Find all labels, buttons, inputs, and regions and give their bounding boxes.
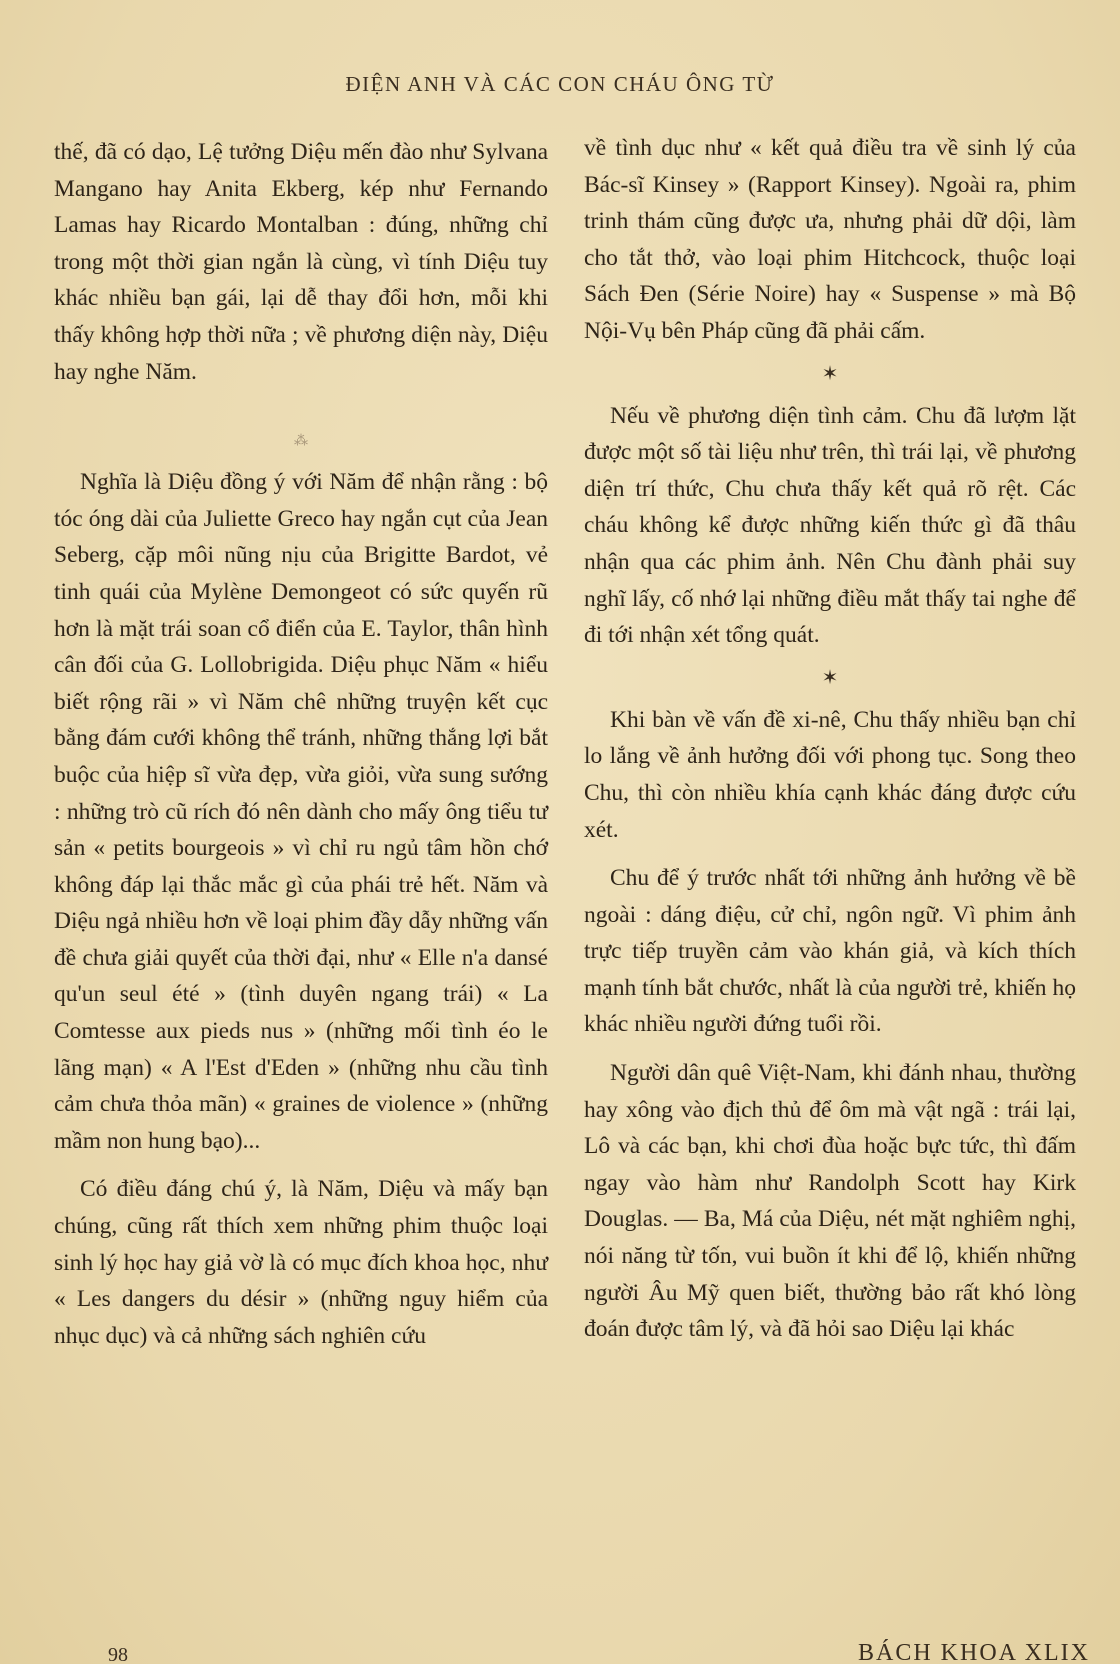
right-paragraph-4: Chu để ý trước nhất tới những ảnh hưởng về bề ngoài : dáng điệu, cử chỉ, ngôn ngữ. Vì phim ảnh trực tiếp truyền cảm vào khán giả, và kích thích mạnh tính bắt chước, nhất là của người trẻ, khiến họ khác nhiều người đứng tuổi rồi. — [584, 865, 1076, 1038]
right-paragraph-5: Người dân quê Việt-Nam, khi đánh nhau, thường hay xông vào địch thủ để ôm mà vật ngã : trái lại, Lô và các bạn, khi chơi đùa hoặc bực tức, thì đấm ngay vào hàm như Randolph Scott hay Kirk Douglas. — Ba, Má của Diệu, nét mặt nghiêm nghị, nói năng từ tốn, vui buồn ít khi để lộ, khiến những người Âu Mỹ quen biết, thường bảo rất khó lòng đoán được tâm lý, và đã hỏi sao Diệu lại khác — [584, 1060, 1076, 1343]
page-number: 98 — [108, 1644, 128, 1664]
left-paragraph-1: thế, đã có dạo, Lệ tưởng Diệu mến đào như Sylvana Mangano hay Anita Ekberg, kép như Fernando Lamas hay Ricardo Montalban : đúng, những chỉ trong một thời gian ngắn là cùng, vì tính Diệu tuy khác nhiều bạn gái, lại dễ thay đổi hơn, mỗi khi thấy không hợp thời nữa ; về phương diện này, Diệu hay nghe Năm. — [54, 139, 548, 385]
right-paragraph-1: về tình dục như « kết quả điều tra về sinh lý của Bác-sĩ Kinsey » (Rapport Kinsey). Ngoài ra, phim trinh thám cũng được ưa, nhưng phải dữ dội, làm cho tắt thở, vào loại phim Hitchcock, thuộc loại Sách Đen (Série Noire) hay « Suspense » mà Bộ Nội-Vụ bên Pháp cũng đã phải cấm. — [584, 135, 1076, 344]
left-paragraph-3: Có điều đáng chú ý, là Năm, Diệu và mấy bạn chúng, cũng rất thích xem những phim thuộc loại sinh lý học hay giả vờ là có mục đích khoa học, như « Les dangers du désir » (những nguy hiểm của nhục dục) và cả những sách nghiên cứu — [54, 1176, 548, 1349]
journal-footer: BÁCH KHOA XLIX — [858, 1640, 1090, 1664]
right-column — [584, 130, 1076, 1348]
left-column — [54, 134, 548, 1354]
running-header: ĐIỆN ANH VÀ CÁC CON CHÁU ÔNG TỪ — [345, 72, 775, 96]
left-paragraph-2: Nghĩa là Diệu đồng ý với Năm để nhận rằng : bộ tóc óng dài của Juliette Greco hay ngắn cụt của Jean Seberg, cặp môi nũng nịu của Brigitte Bardot, vẻ tinh quái của Mylène Demongeot có sức quyến rũ hơn là mặt trái soan cổ điển của E. Taylor, thân hình cân đối của G. Lollobrigida. Diệu phục Năm « hiểu biết rộng rãi » vì Năm chê những truyện kết cục bằng đám cưới không thể tránh, những thắng lợi bắt buộc của hiệp sĩ vừa đẹp, vừa giỏi, vừa sung sướng : những trò cũ rích đó nên dành cho mấy ông tiểu tư sản « petits bourgeois » vì chỉ ru ngủ tâm hồn chớ không đáp lại thắc mắc gì của phái trẻ hết. Năm và Diệu ngả nhiều hơn về loại phim đầy dẫy những vấn đề chưa giải quyết của thời đại, như « Elle n'a dansé qu'un seul été » (tình duyên ngang trái) « La Comtesse aux pieds nus » (những mối tình éo le lãng mạn) « A l'Est d'Eden » (những nhu cầu tình cảm chưa thỏa mãn) « graines de violence » (những mầm non hung bạo)... — [54, 469, 548, 1154]
right-paragraph-3: Khi bàn về vấn đề xi-nê, Chu thấy nhiều bạn chỉ lo lắng về ảnh hưởng đối với phong tục. Song theo Chu, thì còn nhiều khía cạnh khác đáng được cứu xét. — [584, 706, 1076, 843]
right-paragraph-2: Nếu về phương diện tình cảm. Chu đã lượm lặt được một số tài liệu như trên, thì trái lại, về phương diện trí thức, Chu chưa thấy kết quả rõ rệt. Các cháu không kể được những kiến thức gì đã thâu nhận qua các phim ảnh. Nên Chu đành phải suy nghĩ lấy, cố nhớ lại những điều mắt thấy tai nghe để đi tới nhận xét tổng quát. — [584, 402, 1076, 649]
section-ornament-star: ✶ — [821, 666, 839, 689]
section-ornament-star: ✶ — [821, 362, 839, 385]
section-ornament: ⁂ — [294, 434, 308, 450]
